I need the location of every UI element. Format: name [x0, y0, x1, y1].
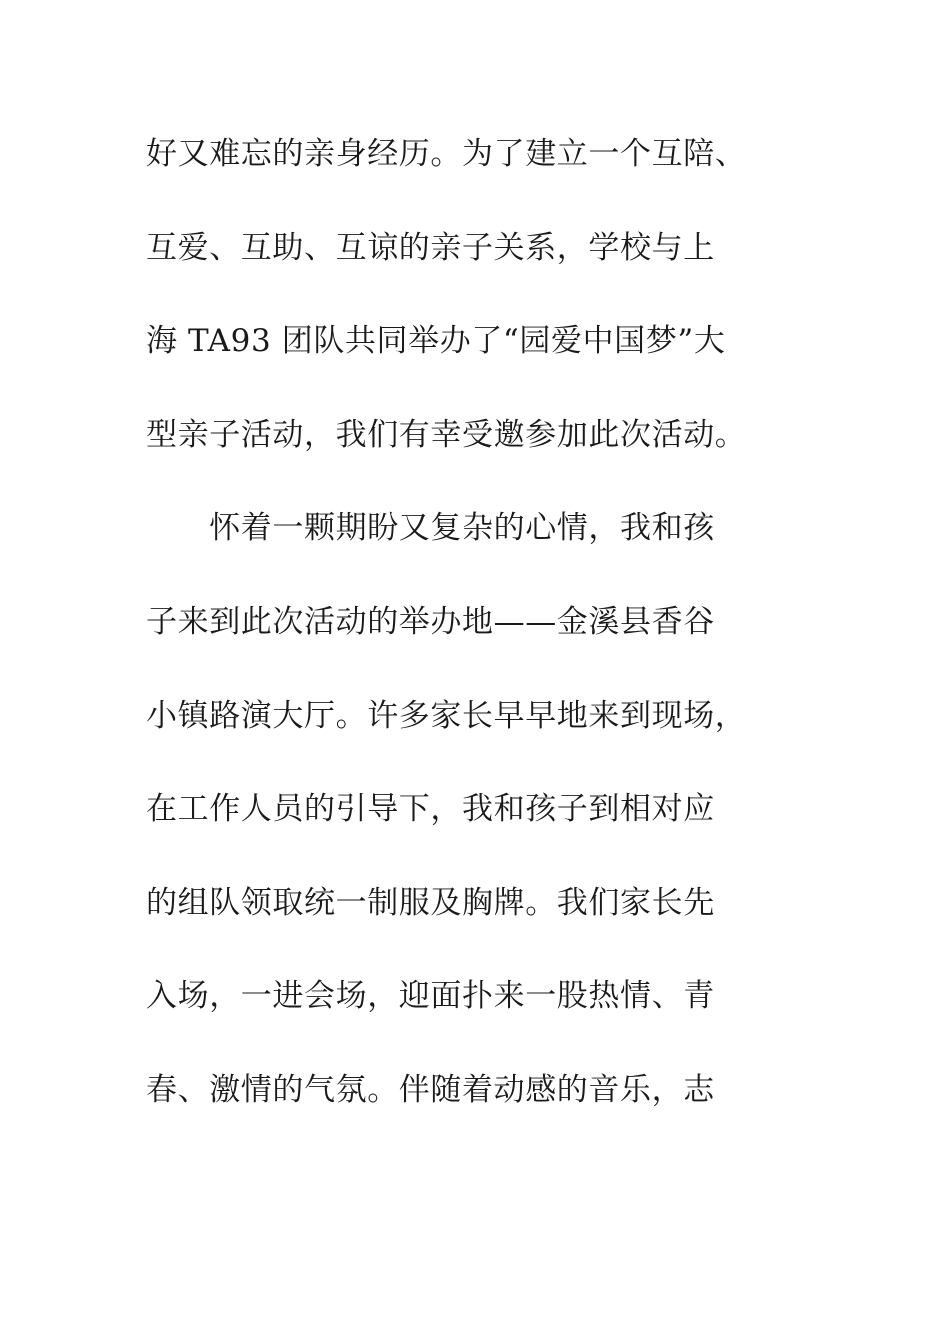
text-line: 在工作人员的引导下，我和孩子到相对应 — [146, 791, 715, 828]
text-line: 互爱、互助、互谅的亲子关系，学校与上 — [146, 229, 715, 266]
body-text — [146, 128, 826, 1158]
text-line: 入场，一进会场，迎面扑来一股热情、青 — [146, 978, 715, 1015]
text-line: 的组队领取统一制服及胸牌。我们家长先 — [146, 884, 715, 921]
text-line: 子来到此次活动的举办地——金溪县香谷 — [146, 603, 715, 640]
text-line: 怀着一颗期盼又复杂的心情，我和孩 — [146, 510, 715, 547]
text-line: 海 TA93 团队共同举办了“园爱中国梦”大 — [146, 323, 726, 360]
text-line: 春、激情的气氛。伴随着动感的音乐，志 — [146, 1071, 715, 1108]
text-line: 型亲子活动，我们有幸受邀参加此次活动。 — [146, 416, 747, 453]
text-line: 小镇路演大厅。许多家长早早地来到现场， — [146, 697, 747, 734]
text-line: 好又难忘的亲身经历。为了建立一个互陪、 — [146, 136, 747, 172]
